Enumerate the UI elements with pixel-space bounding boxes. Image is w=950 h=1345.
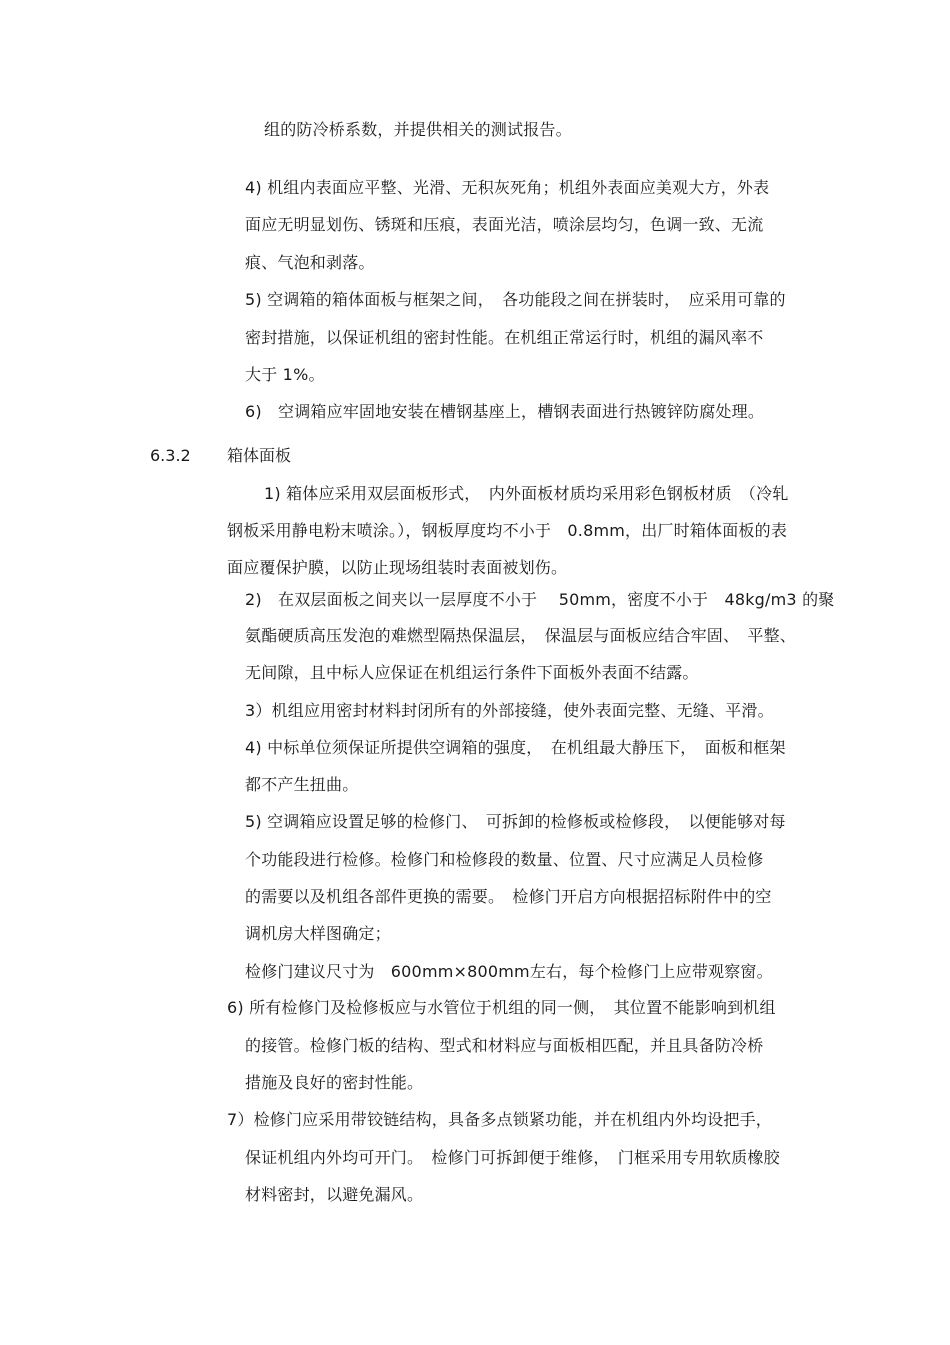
paragraph-line: 保证机组内外均可开门。 检修门可拆卸便于维修， 门框采用专用软质橡胶 bbox=[245, 1148, 780, 1167]
paragraph-line: 个功能段进行检修。检修门和检修段的数量、位置、尺寸应满足人员检修 bbox=[245, 850, 764, 869]
paragraph-line: 钢板采用静电粉末喷涂。），钢板厚度均不小于 0.8mm，出厂时箱体面板的表 bbox=[227, 521, 788, 540]
paragraph-line: 材料密封，以避免漏风。 bbox=[245, 1185, 424, 1204]
paragraph-line: 6) 空调箱应牢固地安装在槽钢基座上，槽钢表面进行热镀锌防腐处理。 bbox=[245, 402, 765, 421]
paragraph-line: 的接管。检修门板的结构、型式和材料应与面板相匹配，并且具备防冷桥 bbox=[245, 1036, 764, 1055]
paragraph-line: 都不产生扭曲。 bbox=[245, 775, 359, 794]
section-number: 6.3.2 bbox=[150, 446, 191, 465]
paragraph-line: 4) 中标单位须保证所提供空调箱的强度， 在机组最大静压下， 面板和框架 bbox=[245, 738, 786, 757]
paragraph-line: 检修门建议尺寸为 600mm×800mm左右，每个检修门上应带观察窗。 bbox=[245, 962, 773, 981]
paragraph-line: 2) 在双层面板之间夹以一层厚度不小于 50mm，密度不小于 48kg/m3 的聚 bbox=[245, 590, 835, 609]
paragraph-line: 氨酯硬质高压发泡的难燃型隔热保温层， 保温层与面板应结合牢固、 平整、 bbox=[245, 626, 797, 645]
paragraph-line: 7）检修门应采用带铰链结构，具备多点锁紧功能，并在机组内外均设把手， bbox=[227, 1110, 772, 1129]
paragraph-line: 密封措施，以保证机组的密封性能。在机组正常运行时，机组的漏风率不 bbox=[245, 328, 764, 347]
paragraph-line: 5) 空调箱应设置足够的检修门、 可拆卸的检修板或检修段， 以便能够对每 bbox=[245, 812, 786, 831]
paragraph-line: 面应覆保护膜，以防止现场组装时表面被划伤。 bbox=[227, 558, 568, 577]
paragraph-line: 5) 空调箱的箱体面板与框架之间， 各功能段之间在拼装时， 应采用可靠的 bbox=[245, 290, 786, 309]
paragraph-line: 4) 机组内表面应平整、光滑、无积灰死角；机组外表面应美观大方，外表 bbox=[245, 178, 770, 197]
paragraph-line: 调机房大样图确定； bbox=[245, 924, 391, 943]
paragraph-line: 措施及良好的密封性能。 bbox=[245, 1073, 424, 1092]
paragraph-line: 1) 箱体应采用双层面板形式， 内外面板材质均采用彩色钢板材质 （冷轧 bbox=[264, 484, 789, 503]
section-title: 箱体面板 bbox=[227, 446, 292, 465]
paragraph-line: 痕、气泡和剥落。 bbox=[245, 253, 375, 272]
paragraph-line: 3）机组应用密封材料封闭所有的外部接缝，使外表面完整、无缝、平滑。 bbox=[245, 701, 774, 720]
paragraph-line: 大于 1%。 bbox=[245, 365, 325, 384]
paragraph-line: 的需要以及机组各部件更换的需要。 检修门开启方向根据招标附件中的空 bbox=[245, 887, 772, 906]
paragraph-line: 面应无明显划伤、锈斑和压痕，表面光洁，喷涂层均匀，色调一致、无流 bbox=[245, 215, 764, 234]
paragraph-line: 组的防冷桥系数，并提供相关的测试报告。 bbox=[264, 120, 572, 139]
paragraph-line: 6) 所有检修门及检修板应与水管位于机组的同一侧， 其位置不能影响到机组 bbox=[227, 998, 776, 1017]
paragraph-line: 无间隙，且中标人应保证在机组运行条件下面板外表面不结露。 bbox=[245, 663, 699, 682]
